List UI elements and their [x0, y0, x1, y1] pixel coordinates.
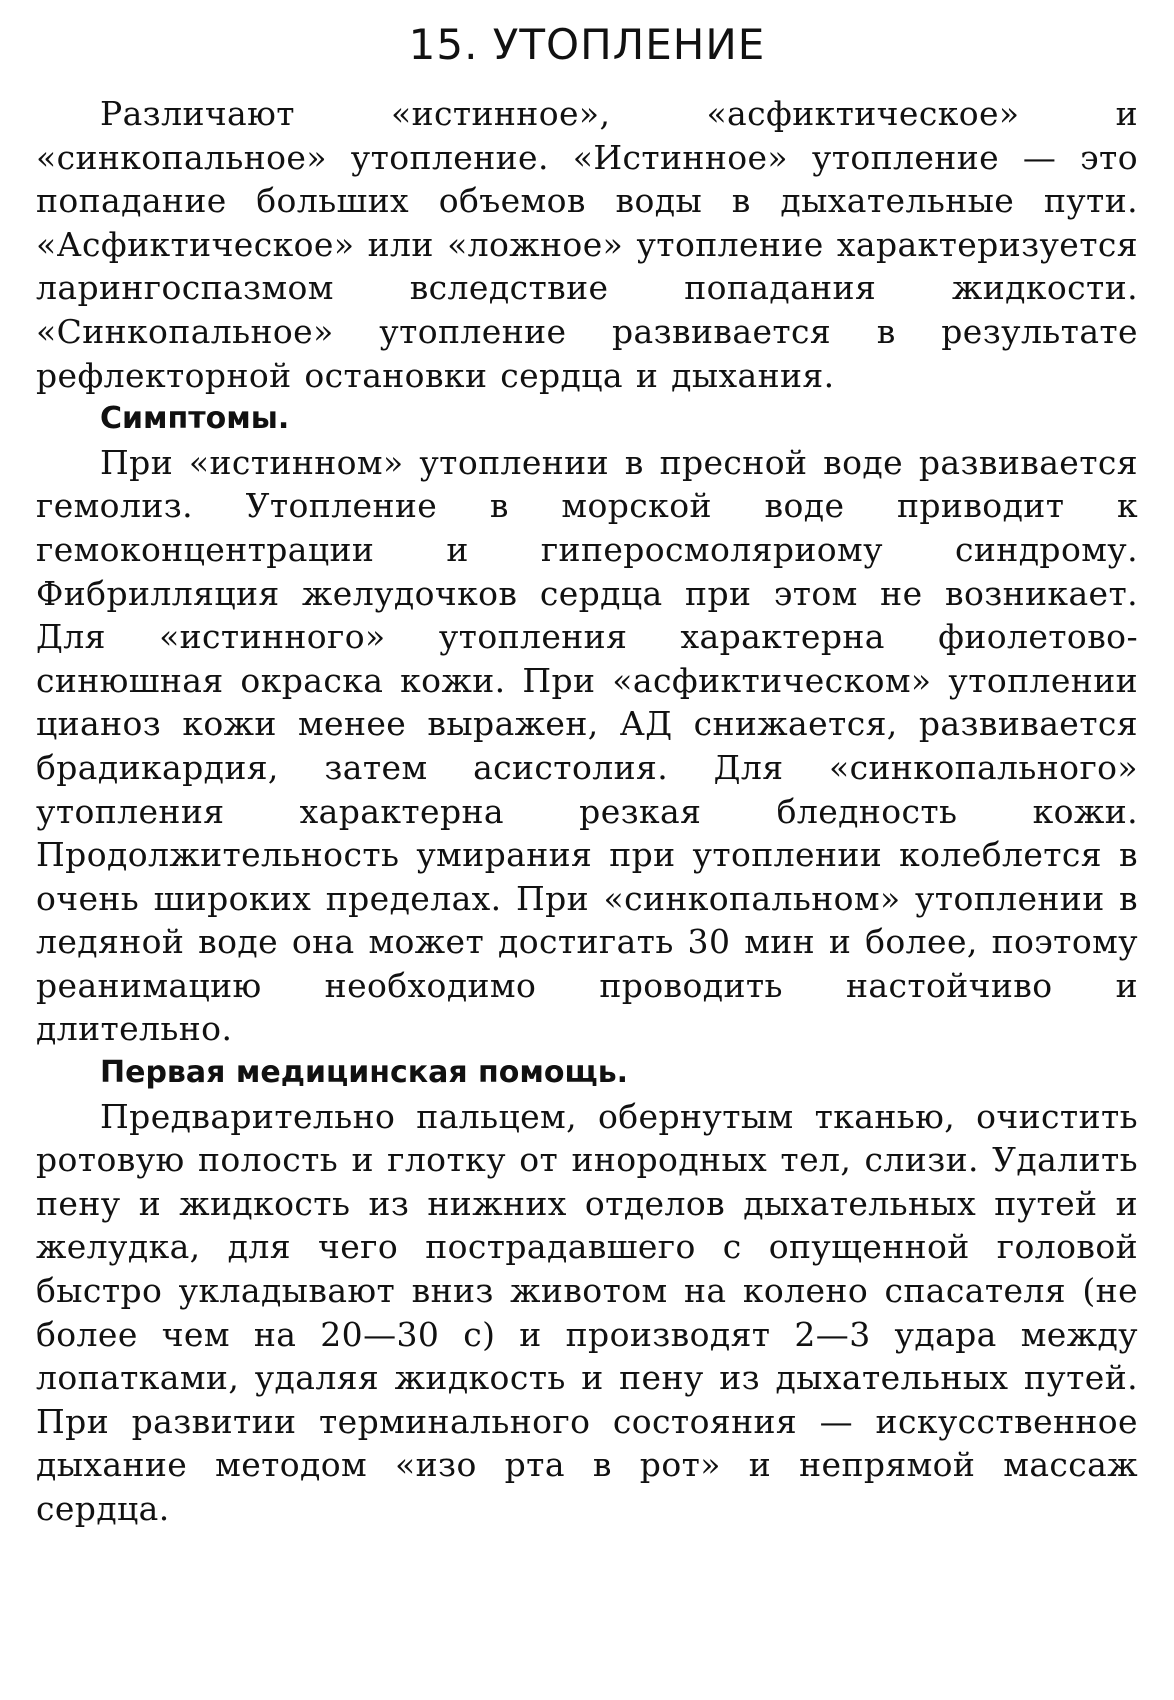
first-aid-heading: Первая медицинская помощь. — [100, 1055, 629, 1091]
document-page — [36, 18, 1138, 1531]
section-title: 15. УТОПЛЕНИЕ — [408, 20, 766, 69]
symptoms-heading: Симптомы. — [100, 401, 290, 437]
symptoms-paragraph: При «истинном» утоплении в пресной воде развивается гемолиз. Утопление в морской воде приводит к гемоконцентрации и гиперосмоляриому синдрому. Фибрилляция желудочков сердца при этом не возникает. Для «истинного» утопления характерна фиолетово-синюшная окраска кожи. При «асфиктическом» утоплении цианоз кожи менее выражен, АД снижается, развивается брадикардия, затем асистолия. Для «синкопального» утопления характерна резкая бледность кожи. Продолжительность умирания при утоплении колеблется в очень широких пределах. При «синкопальном» утоплении в ледяной воде она может достигать 30 мин и более, поэтому реанимацию необходимо проводить настойчиво и длительно. — [36, 442, 1138, 1049]
intro-paragraph: Различают «истинное», «асфиктическое» и «синкопальное» утопление. «Истинное» утопление — это попадание больших объемов воды в дыхательные пути. «Асфиктическое» или «ложное» утопление характеризуется ларингоспазмом вследствие попадания жидкости. «Синкопальное» утопление развивается в результате рефлекторной остановки сердца и дыхания. — [36, 94, 1138, 395]
first-aid-paragraph: Предварительно пальцем, обернутым тканью, очистить ротовую полость и глотку от инородных тел, слизи. Удалить пену и жидкость из нижних отделов дыхательных путей и желудка, для чего пострадавшего с опущенной головой быстро укладывают вниз животом на колено спасателя (не более чем на 20—30 с) и производят 2—3 удара между лопатками, удаляя жидкость и пену из дыхательных путей. При развитии терминального состояния — искусственное дыхание методом «изо рта в рот» и непрямой массаж сердца. — [36, 1096, 1138, 1528]
